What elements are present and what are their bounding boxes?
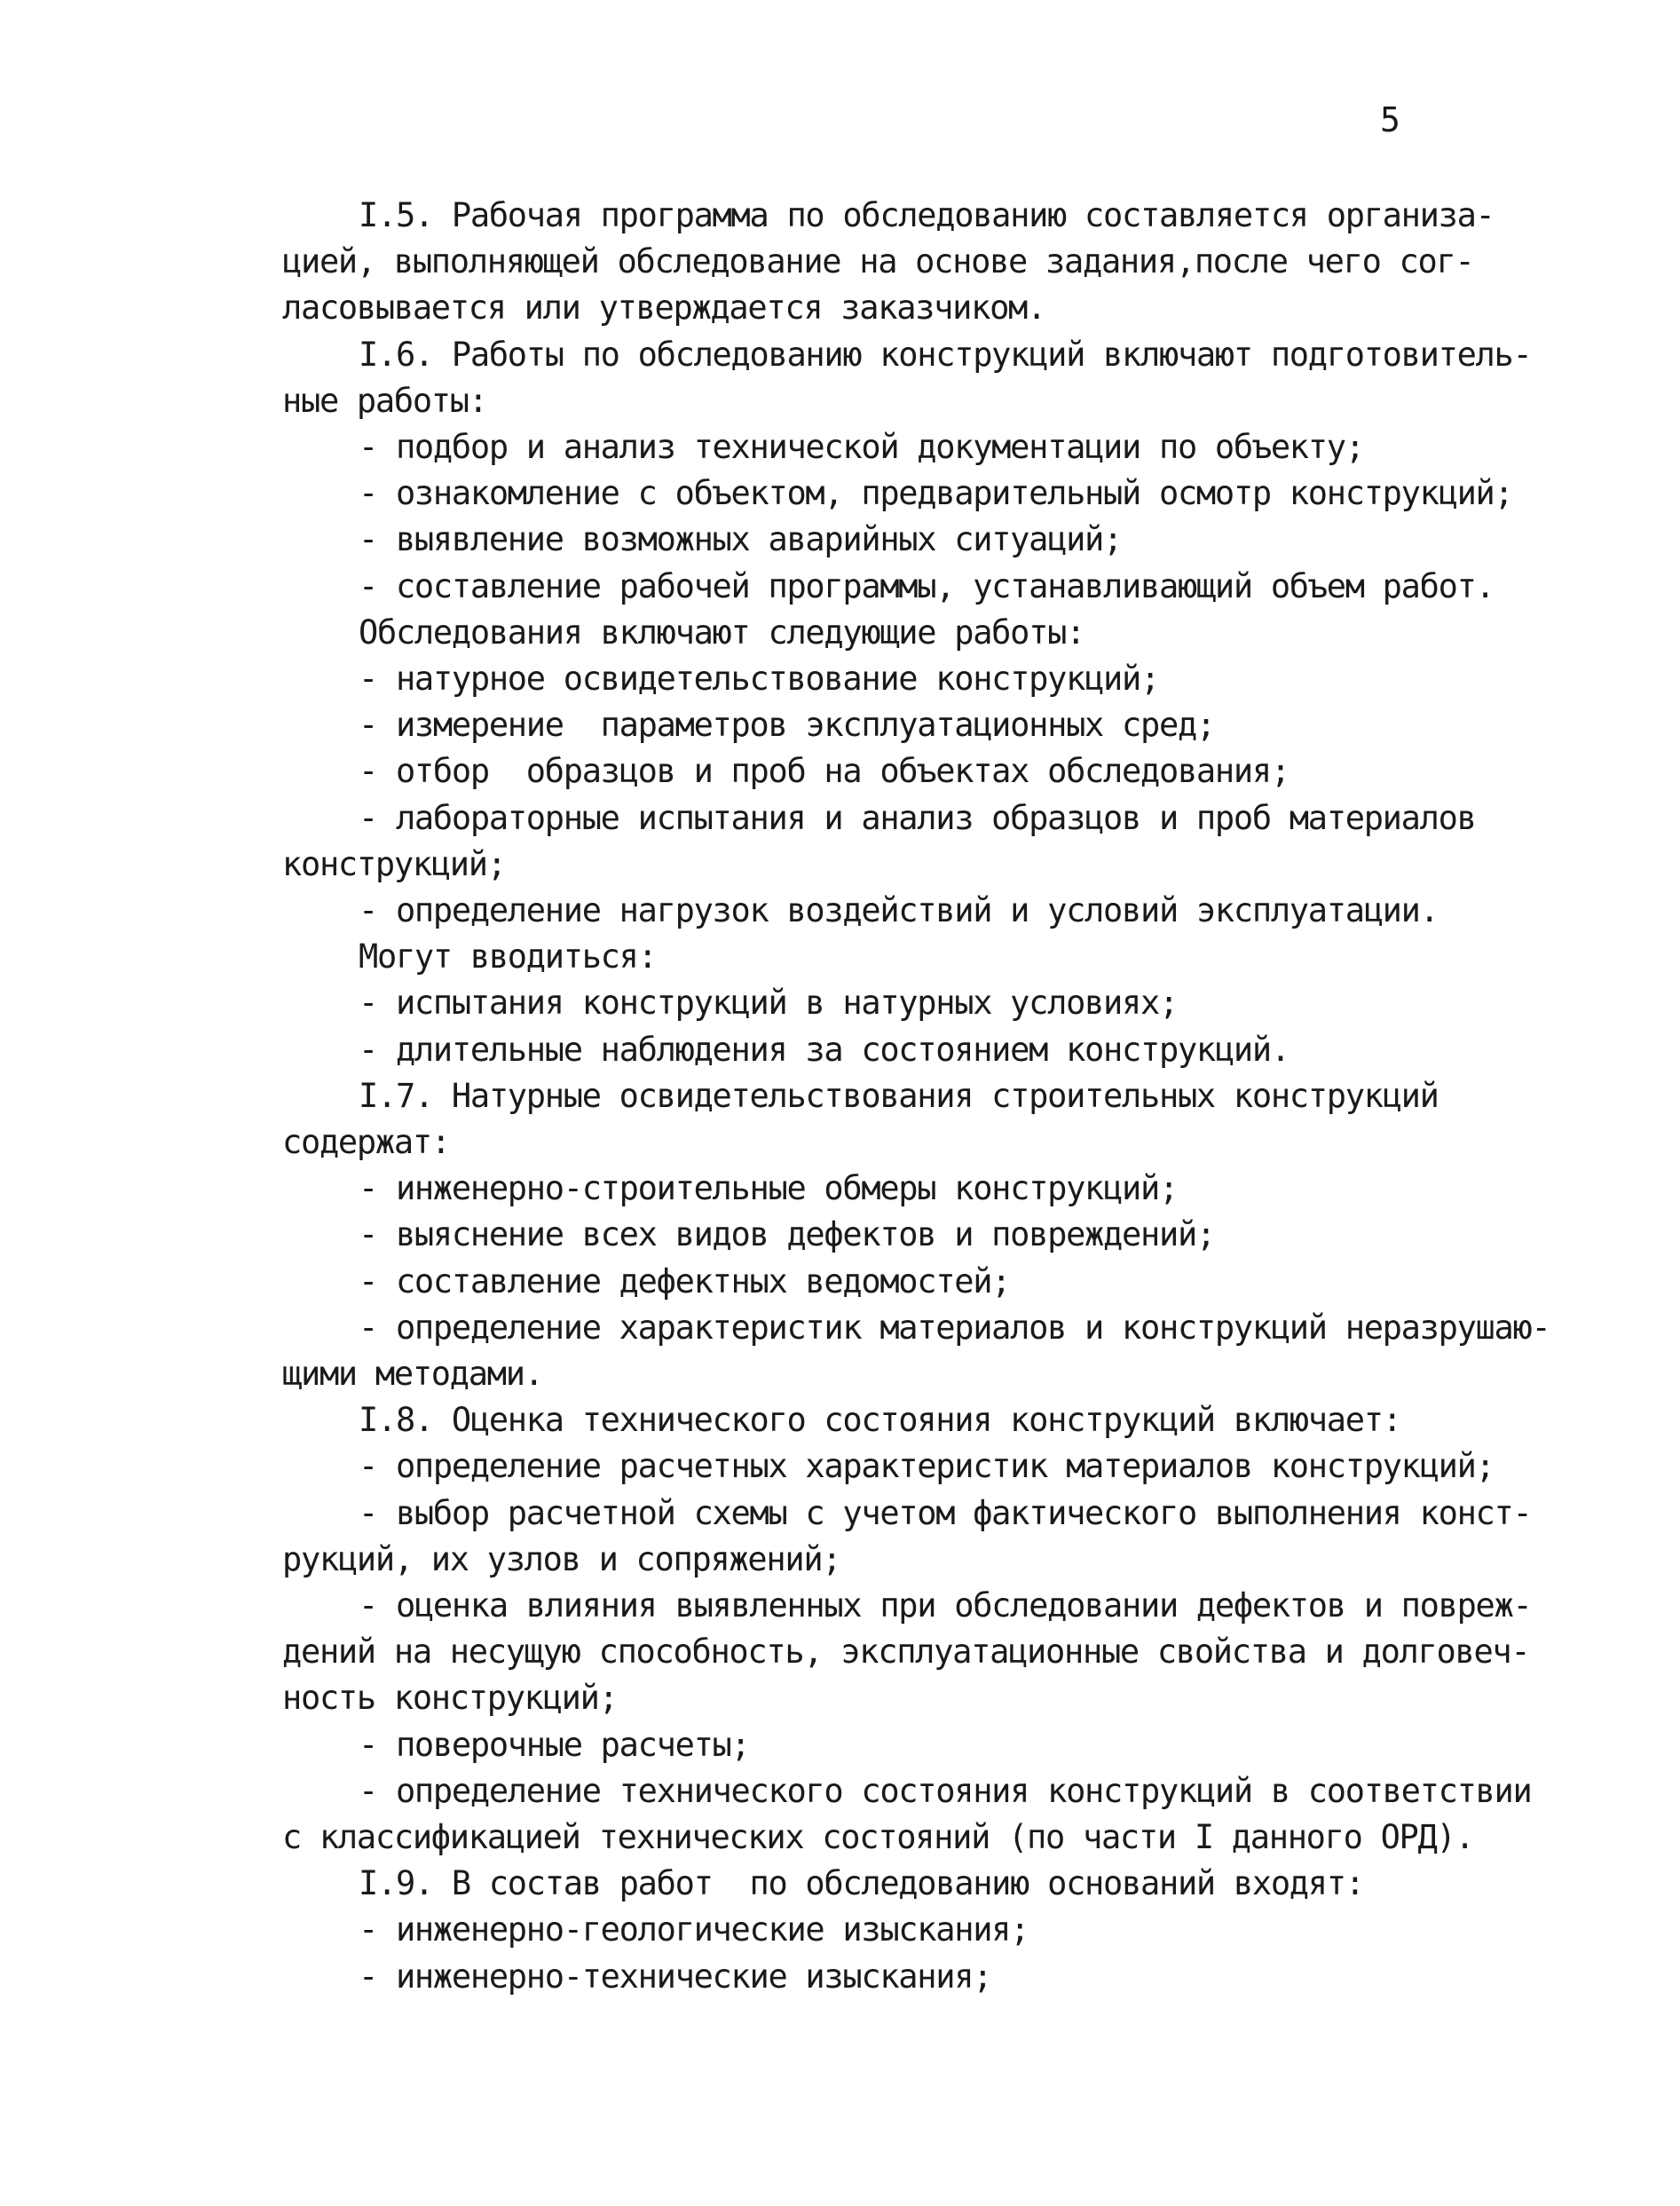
text-line: - лабораторные испытания и анализ образцов и проб материалов: [359, 799, 1476, 837]
text-line: рукций, их узлов и сопряжений;: [282, 1540, 841, 1578]
text-line: I.5. Рабочая программа по обследованию составляется организа-: [359, 196, 1495, 234]
text-line: - подбор и анализ технической документации по объекту;: [359, 428, 1364, 466]
text-line: - отбор образцов и проб на объектах обследования;: [359, 752, 1290, 790]
text-line: - измерение параметров эксплуатационных сред;: [359, 706, 1215, 744]
text-line: щими методами.: [282, 1355, 543, 1393]
text-line: - ознакомление с объектом, предварительный осмотр конструкций;: [359, 474, 1513, 512]
text-line: - инженерно-технические изыскания;: [359, 1957, 992, 1996]
text-line: - выяснение всех видов дефектов и повреждений;: [359, 1215, 1215, 1253]
text-line: - оценка влияния выявленных при обследовании дефектов и повреж-: [359, 1586, 1532, 1625]
text-line: I.7. Натурные освидетельствования строительных конструкций: [359, 1077, 1439, 1115]
text-line: I.8. Оценка технического состояния конструкций включает:: [359, 1401, 1401, 1439]
text-line: I.6. Работы по обследованию конструкций включают подготовитель-: [359, 336, 1532, 374]
text-line: - выявление возможных аварийных ситуаций;: [359, 520, 1123, 558]
text-line: - определение характеристик материалов и конструкций неразрушаю-: [359, 1309, 1550, 1347]
text-line: Обследования включают следующие работы:: [359, 613, 1085, 652]
text-line: ные работы:: [282, 382, 487, 420]
text-line: с классификацией технических состояний (по части I данного ОРД).: [282, 1818, 1474, 1856]
text-line: - инженерно-строительные обмеры конструкций;: [359, 1169, 1178, 1207]
text-line: I.9. В состав работ по обследованию оснований входят:: [359, 1864, 1364, 1902]
text-line: - определение нагрузок воздействий и условий эксплуатации.: [359, 891, 1439, 929]
text-line: ность конструкций;: [282, 1679, 618, 1717]
text-line: - составление дефектных ведомостей;: [359, 1262, 1011, 1301]
text-line: Могут вводиться:: [359, 937, 657, 976]
text-line: - инженерно-геологические изыскания;: [359, 1910, 1029, 1949]
text-line: - натурное освидетельствование конструкций;: [359, 660, 1159, 698]
text-line: - выбор расчетной схемы с учетом фактического выполнения конст-: [359, 1494, 1532, 1532]
text-line: - поверочные расчеты;: [359, 1726, 750, 1764]
text-line: - длительные наблюдения за состоянием конструкций.: [359, 1031, 1290, 1069]
text-line: конструкций;: [282, 845, 506, 883]
text-line: - испытания конструкций в натурных условиях;: [359, 984, 1178, 1022]
text-line: цией, выполняющей обследование на основе задания,после чего сог-: [282, 242, 1474, 281]
text-line: - определение расчетных характеристик материалов конструкций;: [359, 1447, 1495, 1485]
text-line: - определение технического состояния конструкций в соответствии: [359, 1772, 1532, 1810]
text-line: - составление рабочей программы, устанавливающий объем работ.: [359, 567, 1495, 605]
text-line: ласовывается или утверждается заказчиком.: [282, 289, 1046, 327]
text-line: содержат:: [282, 1123, 450, 1161]
text-line: дений на несущую способность, эксплуатационные свойства и долговеч-: [282, 1633, 1530, 1671]
page-number: 5: [1380, 100, 1400, 139]
